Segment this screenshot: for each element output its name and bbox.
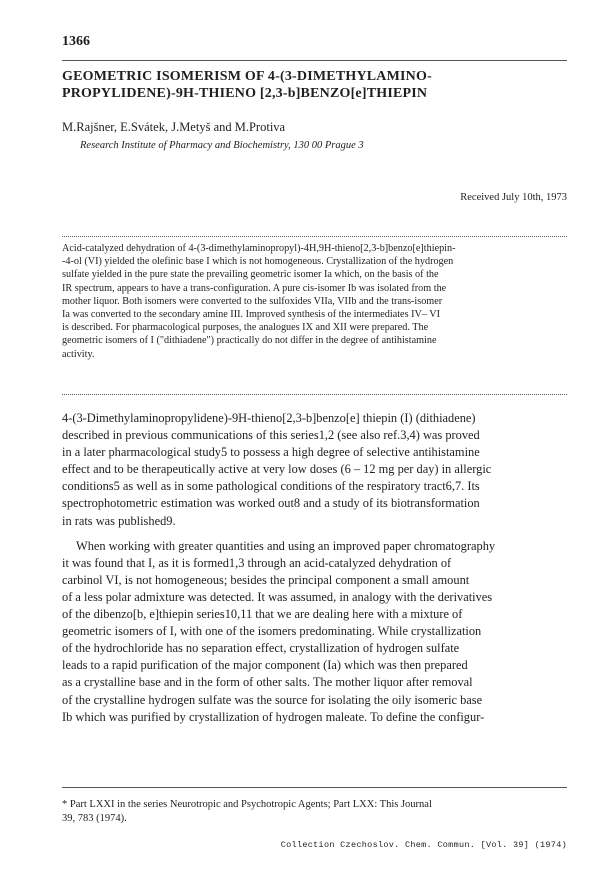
footnote-line-1: * Part LXXI in the series Neurotropic and Psychotropic Agents; Part LXX: This Journal <box>62 799 432 810</box>
body-line: it was found that I, as it is formed1,3 through an acid-catalyzed dehydration of <box>62 555 452 570</box>
body-line: effect and to be therapeutically active at very low doses (6 – 12 mg per day) in allergic <box>62 462 492 477</box>
body-line: described in previous communications of this series1,2 (see also ref.3,4) was proved <box>62 428 480 443</box>
abstract-line: -4-ol (VI) yielded the olefinic base I which is not homogeneous. Crystallization of the hydrogen <box>62 256 454 268</box>
page-number: 1366 <box>62 34 90 49</box>
authors: M.Rajšner, E.Svátek, J.Metyš and M.Protiva <box>62 120 286 134</box>
abstract-line: is described. For pharmacological purposes, the analogues IX and XII were prepared. The <box>62 322 429 334</box>
abstract-line: geometric isomers of I ("dithiadene") practically do not differ in the degree of antihistamine <box>62 335 437 347</box>
abstract-line: Ia was converted to the secondary amine III. Improved synthesis of the intermediates IV– VI <box>62 309 441 321</box>
body-line: 4-(3-Dimethylaminopropylidene)-9H-thieno[2,3-b]benzo[e] thiepin (I) (dithiadene) <box>62 411 476 425</box>
body-line: of the crystalline hydrogen sulfate was the source for isolating the oily isomeric base <box>62 692 483 707</box>
body-line: of the hydrochloride has no separation effect, crystallization of hydrogen sulfate <box>62 641 460 656</box>
article-title <box>62 68 567 102</box>
abstract-line: activity. <box>62 348 95 360</box>
abstract-line: sulfate yielded in the pure state the prevailing geometric isomer Ia which, on the basis of the <box>62 269 439 281</box>
received-date: Received July 10th, 1973 <box>460 192 567 203</box>
footnote-line-2: 39, 783 (1974). <box>62 813 127 824</box>
abstract-line: IR spectrum, appears to have a trans-configuration. A pure cis-isomer Ib was isolated from the <box>62 282 447 294</box>
body-line: geometric isomers of I, with one of the isomers predominating. While crystallization <box>62 624 482 639</box>
body-line: of the dibenzo[b, e]thiepin series10,11 that we are dealing here with a mixture of <box>62 607 463 622</box>
body-line: carbinol VI, is not homogeneous; besides the principal component a small amount <box>62 572 470 587</box>
body-line: spectrophotometric estimation was worked out8 and a study of its biotransformation <box>62 496 480 511</box>
title-line-2: PROPYLIDENE)-9H-THIENO [2,3-b]BENZO[e]THIEPIN <box>62 86 428 101</box>
body-line: in rats was published9. <box>62 513 176 528</box>
body-line: Ib which was purified by crystallization of hydrogen maleate. To define the configur- <box>62 709 485 724</box>
title-line-1: GEOMETRIC ISOMERISM OF 4-(3-DIMETHYLAMINO- <box>62 69 432 84</box>
abstract-top-rule <box>62 236 567 237</box>
body-line: in a later pharmacological study5 to possess a high degree of selective antihistamine <box>62 445 480 460</box>
footnote-rule <box>62 787 567 788</box>
body-line: conditions5 as well as in some pathological conditions of the respiratory tract6,7. Its <box>62 479 480 494</box>
abstract <box>62 242 567 361</box>
affiliation: Research Institute of Pharmacy and Biochemistry, 130 00 Prague 3 <box>80 140 364 151</box>
body-text <box>62 410 567 726</box>
journal-reference: Collection Czechoslov. Chem. Commun. [Vol. 39] (1974) <box>280 840 567 850</box>
abstract-line: Acid-catalyzed dehydration of 4-(3-dimethylaminopropyl)-4H,9H-thieno[2,3-b]benzo[e]thiepin- <box>62 243 456 254</box>
header-rule <box>62 60 567 61</box>
body-line: leads to a rapid purification of the major component (Ia) which was then prepared <box>62 658 468 673</box>
footnote <box>62 798 567 826</box>
body-line: as a crystalline base and in the form of other salts. The mother liquor after removal <box>62 675 473 690</box>
abstract-line: mother liquor. Both isomers were converted to the sulfoxides VIIa, VIIb and the trans-isomer <box>62 295 443 307</box>
abstract-bottom-rule <box>62 394 567 395</box>
body-line: of a less polar admixture was detected. It was assumed, in analogy with the derivatives <box>62 589 493 604</box>
paragraph-gap <box>62 530 567 538</box>
body-line: When working with greater quantities and using an improved paper chromatography <box>76 538 496 553</box>
